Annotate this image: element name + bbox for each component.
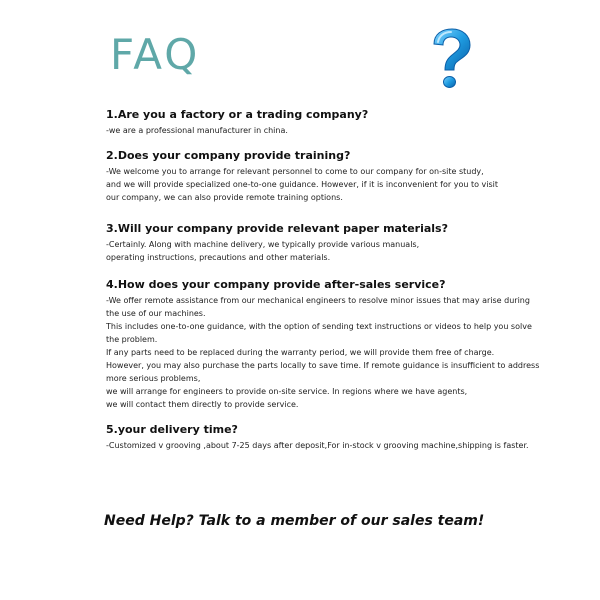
faq-answer-line: -we are a professional manufacturer in china. bbox=[106, 126, 288, 135]
help-callout: Need Help? Talk to a member of our sales team! bbox=[104, 513, 485, 529]
faq-answer-line: we will arrange for engineers to provide on-site service. In regions where we have agents, bbox=[106, 387, 468, 396]
faq-item-2 bbox=[106, 149, 526, 204]
faq-item-4 bbox=[106, 278, 540, 411]
faq-answer-line: If any parts need to be replaced during the warranty period, we will provide them free of charge. bbox=[106, 348, 495, 357]
faq-answer-line: -We offer remote assistance from our mechanical engineers to resolve minor issues that may arise during bbox=[106, 296, 530, 305]
faq-answer-line: and we will provide specialized one-to-one guidance. However, if it is inconvenient for you to visit bbox=[106, 180, 499, 189]
faq-question: 4.How does your company provide after-sales service? bbox=[106, 278, 446, 291]
faq-item-1 bbox=[106, 108, 526, 137]
faq-question: 3.Will your company provide relevant paper materials? bbox=[106, 222, 448, 235]
faq-item-3 bbox=[106, 222, 526, 264]
faq-answer-line: -Customized v grooving ,about 7-25 days after deposit,For in-stock v grooving machine,shipping is faster. bbox=[106, 441, 529, 450]
faq-list bbox=[106, 108, 540, 452]
faq-question: 1.Are you a factory or a trading company? bbox=[106, 108, 369, 121]
question-mark-icon bbox=[428, 28, 474, 92]
faq-answer-line: -We welcome you to arrange for relevant personnel to come to our company for on-site study, bbox=[106, 167, 484, 176]
faq-answer-line: the problem. bbox=[106, 335, 158, 344]
faq-answer-line: -Certainly. Along with machine delivery, we typically provide various manuals, bbox=[106, 240, 420, 249]
faq-item-5 bbox=[106, 423, 529, 452]
page-title: FAQ bbox=[110, 30, 201, 79]
faq-answer-line: However, you may also purchase the parts locally to save time. If remote guidance is insufficient to address bbox=[106, 361, 540, 370]
faq-answer-line: more serious problems, bbox=[106, 374, 201, 383]
faq-answer-line: our company, we can also provide remote training options. bbox=[106, 193, 343, 202]
faq-question: 5.your delivery time? bbox=[106, 423, 238, 436]
faq-answer-line: operating instructions, precautions and other materials. bbox=[106, 253, 331, 262]
faq-answer-line: This includes one-to-one guidance, with the option of sending text instructions or videos to help you solve bbox=[106, 322, 532, 331]
faq-question: 2.Does your company provide training? bbox=[106, 149, 351, 162]
faq-answer-line: we will contact them directly to provide service. bbox=[106, 400, 299, 409]
faq-answer-line: the use of our machines. bbox=[106, 309, 206, 318]
